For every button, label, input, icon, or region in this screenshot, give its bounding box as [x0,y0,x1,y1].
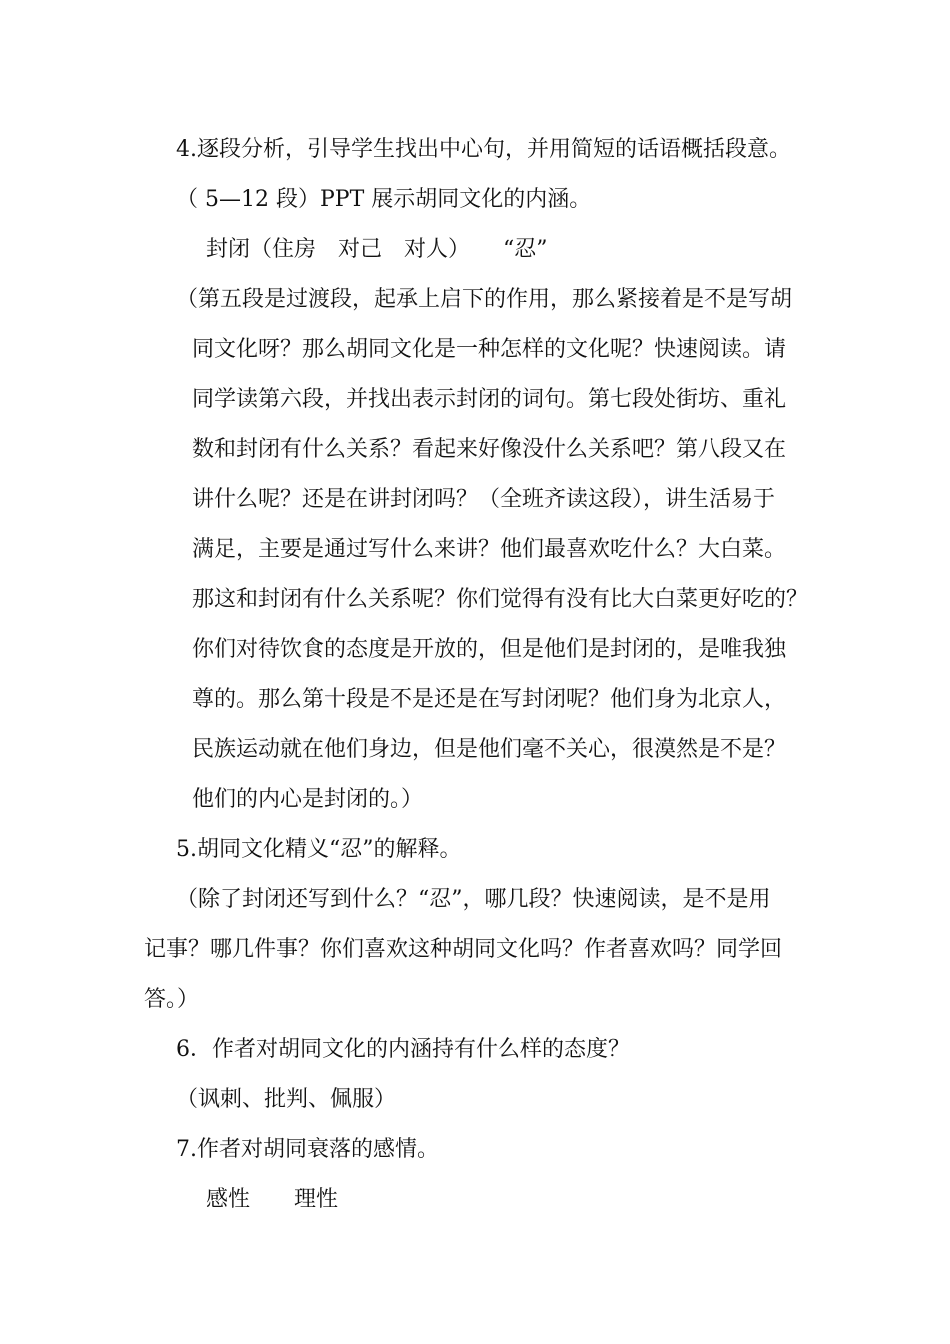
discussion-line: 满足，主要是通过写什么来讲？他们最喜欢吃什么？大白菜。 [192,537,787,562]
discussion-line: （第五段是过渡段，起承上启下的作用，那么紧接着是不是写胡 [176,287,793,312]
discussion-line: 民族运动就在他们身边，但是他们毫不关心，很漠然是不是？ [192,737,787,762]
step-5-note: 答。） [144,987,200,1012]
discussion-line: 数和封闭有什么关系？看起来好像没什么关系吧？第八段又在 [192,437,787,462]
discussion-line: 讲什么呢？还是在讲封闭吗？（全班齐读这段），讲生活易于 [192,487,776,512]
step-7-keywords: 感性 理性 [206,1187,339,1212]
keywords-line: 封闭（住房 对己 对人） “忍” [206,237,548,262]
step-5-heading: 5.胡同文化精义“忍”的解释。 [176,837,462,862]
discussion-line: 那这和封闭有什么关系呢？你们觉得有没有比大白菜更好吃的？ [192,587,809,612]
step-5-note: 记事？哪几件事？你们喜欢这种胡同文化吗？作者喜欢吗？同学回 [144,937,783,962]
paragraph-range-note: （ 5—12 段）PPT 展示胡同文化的内涵。 [176,187,592,212]
step-5-note: （除了封闭还写到什么？“忍”，哪几段？快速阅读，是不是用 [176,887,771,912]
discussion-line: 你们对待饮食的态度是开放的，但是他们是封闭的，是唯我独 [192,637,787,662]
discussion-line: 同文化呀？那么胡同文化是一种怎样的文化呢？快速阅读。请 [192,337,787,362]
discussion-line: 同学读第六段，并找出表示封闭的词句。第七段处街坊、重礼 [192,387,787,412]
step-4-heading: 4.逐段分析，引导学生找出中心句，并用简短的话语概括段意。 [176,137,791,162]
discussion-line: 尊的。那么第十段是不是还是在写封闭呢？他们身为北京人， [192,687,787,712]
step-7-heading: 7.作者对胡同衰落的感情。 [176,1137,439,1162]
discussion-line: 他们的内心是封闭的。） [192,787,424,812]
step-6-answer: （讽刺、批判、佩服） [176,1087,397,1112]
step-6-heading: 6．作者对胡同文化的内涵持有什么样的态度？ [176,1037,630,1062]
